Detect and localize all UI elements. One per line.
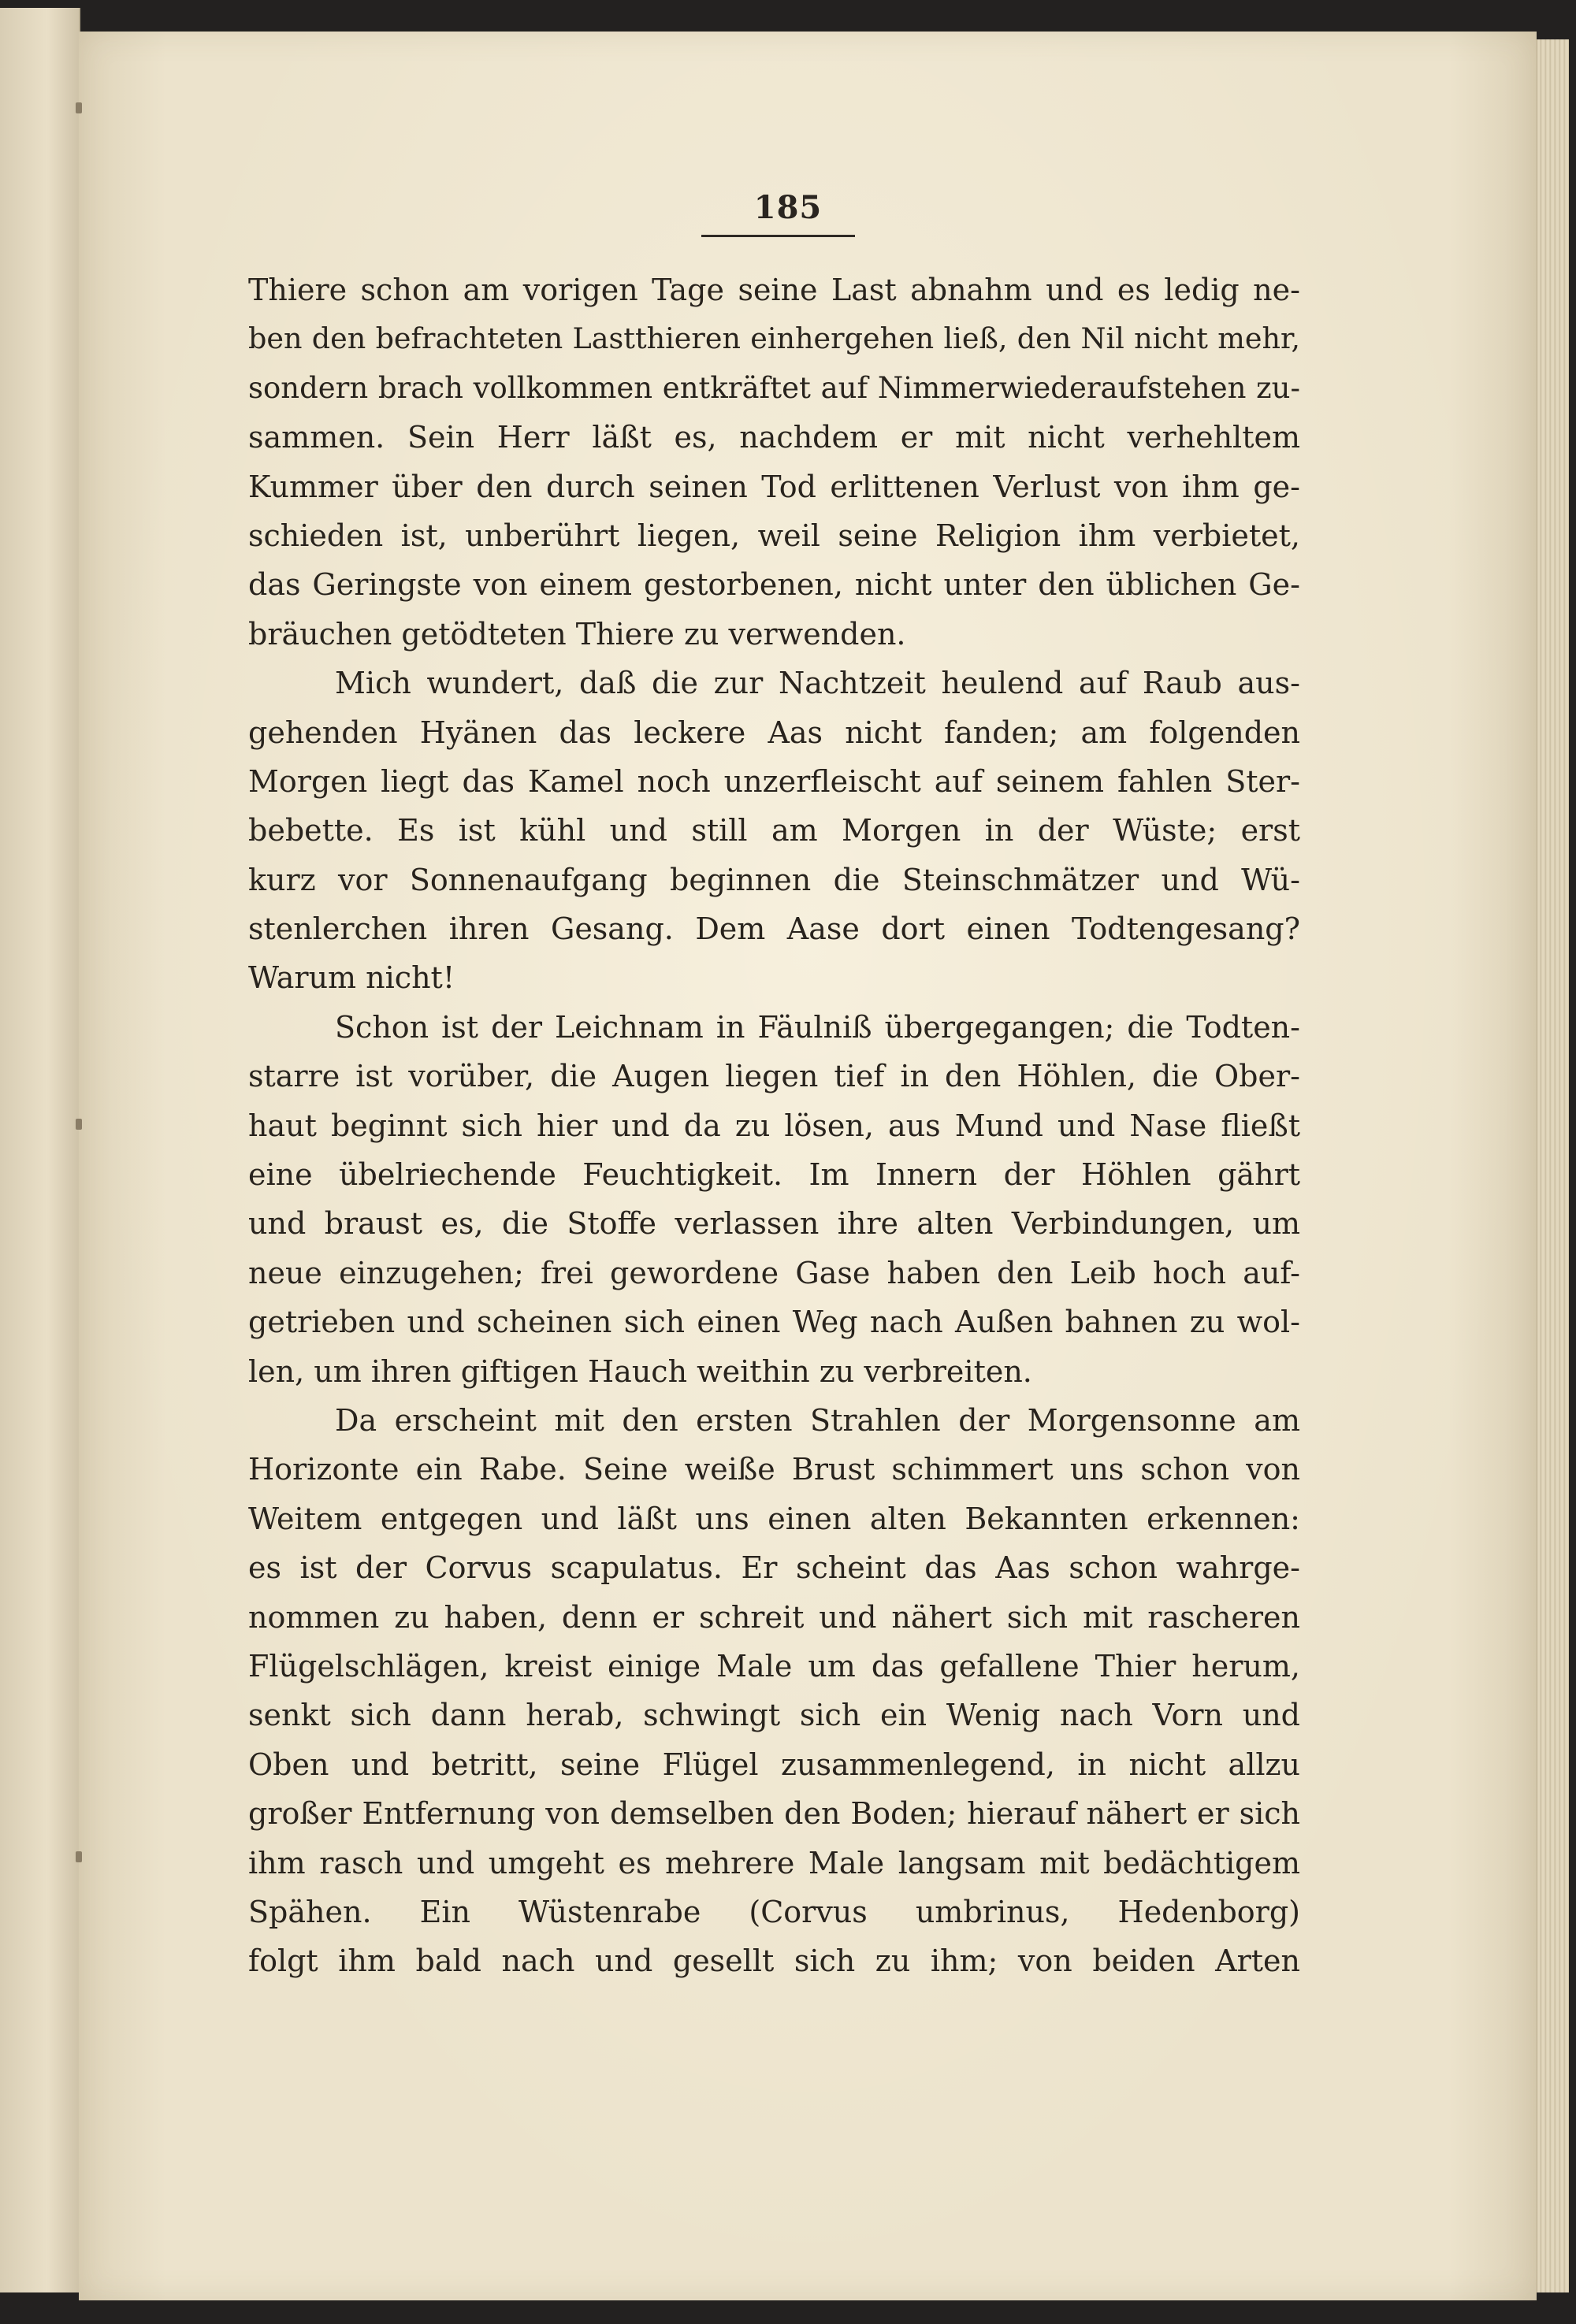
text-line: haut beginnt sich hier und da zu lösen, aus Mund und Nase fließt bbox=[248, 1108, 1300, 1143]
text-line: Weitem entgegen und läßt uns einen alten Bekannten erkennen: bbox=[248, 1501, 1300, 1536]
text-line: Da erscheint mit den ersten Strahlen der Morgensonne am bbox=[335, 1402, 1300, 1438]
text-line: sammen. Sein Herr läßt es, nachdem er mit nicht verhehltem bbox=[248, 420, 1300, 455]
text-line: sondern brach vollkommen entkräftet auf Nimmerwiederaufstehen zu- bbox=[248, 370, 1300, 405]
text-line: neue einzugehen; frei gewordene Gase haben den Leib hoch auf- bbox=[248, 1255, 1300, 1290]
text-line: Spähen. Ein Wüstenrabe (Corvus umbrinus, Hedenborg) bbox=[248, 1894, 1300, 1929]
page-number-rule bbox=[701, 235, 855, 237]
text-line: folgt ihm bald nach und gesellt sich zu ihm; von beiden Arten bbox=[248, 1943, 1300, 1979]
body-text bbox=[248, 265, 1300, 1986]
text-line: eine übelriechende Feuchtigkeit. Im Innern der Höhlen gährt bbox=[248, 1157, 1300, 1193]
text-line: len, um ihren giftigen Hauch weithin zu verbreiten. bbox=[248, 1353, 1032, 1389]
text-line: stenlerchen ihren Gesang. Dem Aase dort einen Todtengesang? bbox=[248, 911, 1300, 947]
text-line: großer Entfernung von demselben den Boden; hierauf nähert er sich bbox=[248, 1796, 1300, 1832]
text-line: Thiere schon am vorigen Tage seine Last abnahm und es ledig ne- bbox=[248, 273, 1300, 307]
text-line: das Geringste von einem gestorbenen, nicht unter den üblichen Ge- bbox=[248, 567, 1300, 603]
gutter-mark bbox=[76, 1851, 82, 1862]
text-line: bebette. Es ist kühl und still am Morgen in der Wüste; erst bbox=[248, 813, 1300, 848]
text-line: Mich wundert, daß die zur Nachtzeit heulend auf Raub aus- bbox=[335, 666, 1300, 701]
text-line: Kummer über den durch seinen Tod erlittenen Verlust von ihm ge- bbox=[248, 469, 1300, 504]
text-line: und braust es, die Stoffe verlassen ihre alten Verbindungen, um bbox=[248, 1206, 1300, 1242]
text-line: Flügelschlägen, kreist einige Male um das gefallene Thier herum, bbox=[248, 1648, 1300, 1684]
text-line: Horizonte ein Rabe. Seine weiße Brust schimmert uns schon von bbox=[248, 1452, 1300, 1487]
text-line: getrieben und scheinen sich einen Weg nach Außen bahnen zu wol- bbox=[248, 1305, 1300, 1340]
text-line: es ist der Corvus scapulatus. Er scheint das Aas schon wahrge- bbox=[248, 1550, 1300, 1586]
text-line: Morgen liegt das Kamel noch unzerfleischt auf seinem fahlen Ster- bbox=[248, 763, 1300, 799]
gutter-mark bbox=[76, 1119, 82, 1130]
text-line: starre ist vorüber, die Augen liegen tief in den Höhlen, die Ober- bbox=[248, 1059, 1300, 1094]
text-line: kurz vor Sonnenaufgang beginnen die Steinschmätzer und Wü- bbox=[248, 862, 1300, 897]
text-line: schieden ist, unberührt liegen, weil seine Religion ihm verbietet, bbox=[248, 518, 1300, 553]
facing-page-edge bbox=[0, 8, 80, 2292]
text-line: Warum nicht! bbox=[248, 960, 455, 996]
page-number: 185 bbox=[753, 189, 823, 226]
text-line: nommen zu haben, denn er schreit und nähert sich mit rascheren bbox=[248, 1599, 1300, 1635]
text-line: gehenden Hyänen das leckere Aas nicht fanden; am folgenden bbox=[248, 715, 1300, 750]
text-line: senkt sich dann herab, schwingt sich ein Wenig nach Vorn und bbox=[248, 1698, 1300, 1733]
text-line: ben den befrachteten Lastthieren einhergehen ließ, den Nil nicht mehr, bbox=[248, 321, 1300, 356]
text-line: Schon ist der Leichnam in Fäulniß übergegangen; die Todten- bbox=[335, 1009, 1300, 1045]
text-line: Oben und betritt, seine Flügel zusammenlegend, in nicht allzu bbox=[248, 1747, 1300, 1782]
page-stack-edge bbox=[1537, 39, 1569, 2292]
gutter-mark bbox=[76, 102, 82, 113]
text-line: ihm rasch und umgeht es mehrere Male langsam mit bedächtigem bbox=[248, 1845, 1300, 1880]
text-line: bräuchen getödteten Thiere zu verwenden. bbox=[248, 616, 906, 652]
